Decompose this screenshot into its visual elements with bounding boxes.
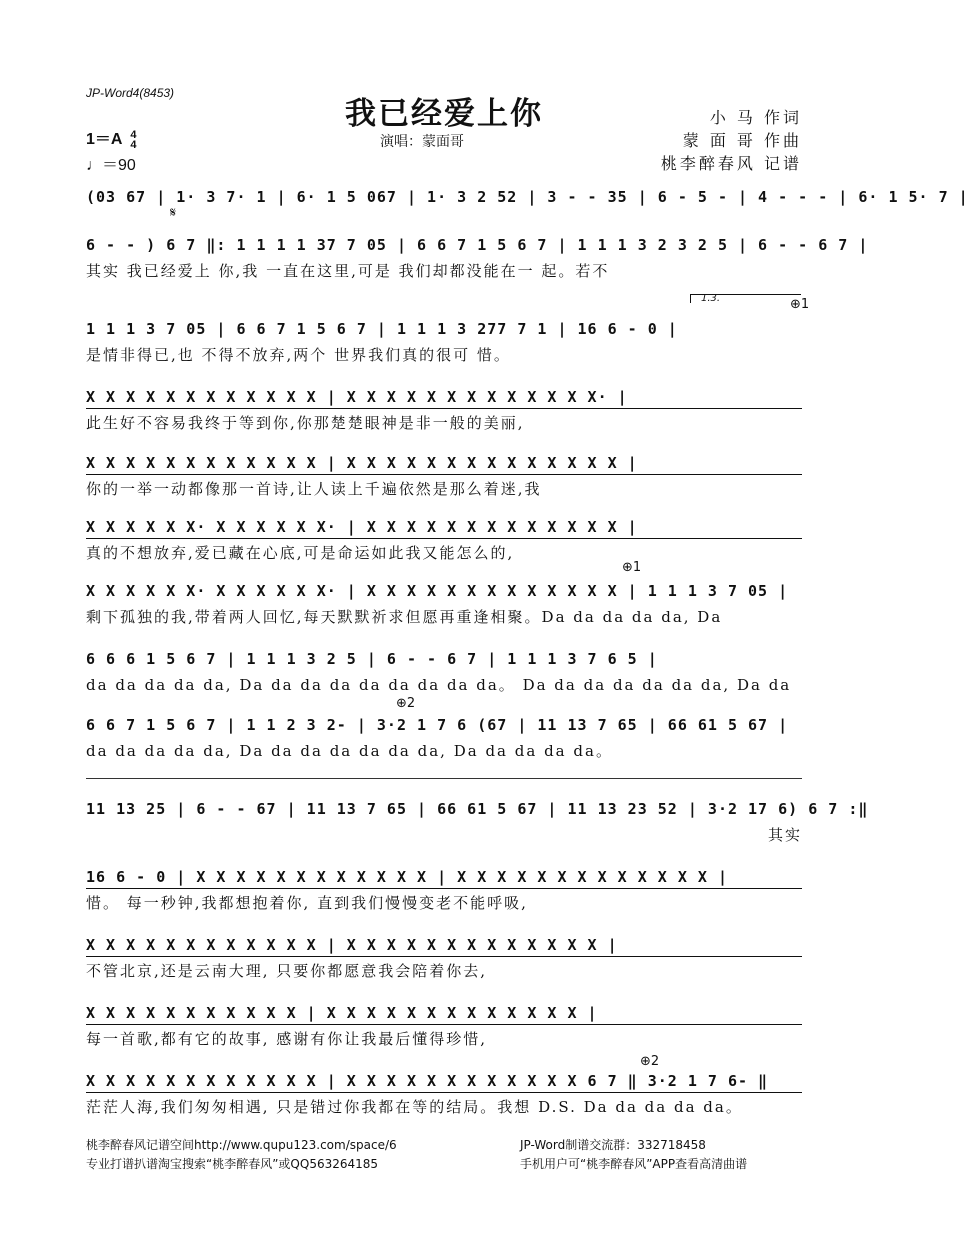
lyric-line: 此生好不容易我终于等到你,你那楚楚眼神是非一般的美丽, (86, 414, 525, 432)
coda1-icon: ⊕1 (790, 297, 810, 312)
volta-bracket (690, 294, 801, 303)
notation-line: 11 13 25 | 6 - - 67 | 11 13 7 65 | 66 61 5 67 | 11 13 23 52 | 3·2 17 6) 6 7 :‖ (86, 800, 869, 818)
song-title: 我已经爱上你 (345, 96, 543, 132)
segno-icon: 𝄋 (170, 205, 177, 221)
notation-line: 16 6 - 0 | X X X X X X X X X X X X | X X X X X X X X X X X X X | (86, 868, 728, 886)
underline (86, 956, 802, 957)
notation-line: (03 67 | 1· 3 7· 1 | 6· 1 5 067 | 1· 3 2 52 | 3 - - 35 | 6 - 5 - | 4 - - - | 6· 1 5· 7 | (86, 188, 969, 206)
lyric-line: 茫茫人海,我们匆匆相遇, 只是错过你我都在等的结局。我想 D.S. Da da da da da。 (86, 1098, 743, 1116)
underline (86, 1092, 802, 1093)
underline (86, 888, 802, 889)
underline (86, 408, 802, 409)
notation-line: X X X X X X X X X X X X | X X X X X X X X X X X X X X | (86, 454, 638, 472)
footer-app: 手机用户可“桃李醉春风”APP查看高清曲谱 (520, 1157, 748, 1171)
underline (86, 474, 802, 475)
time-bottom: 4 (130, 138, 137, 151)
notation-line: X X X X X X X X X X X X | X X X X X X X X X X X X X | (86, 936, 618, 954)
credits (661, 106, 802, 175)
transcriber-credit: 桃李醉春风 记谱 (660, 154, 802, 173)
time-top: 4 (130, 128, 137, 141)
underline (86, 1024, 802, 1025)
lyricist-credit: 小 马 作词 (709, 108, 802, 127)
notation-line: 6 - - ) 6 7 ‖: 1 1 1 1 37 7 05 | 6 6 7 1 5 6 7 | 1 1 1 3 2 3 2 5 | 6 - - 6 7 | (86, 236, 869, 254)
coda1-mark: ⊕1 (622, 560, 642, 575)
lyric-line: 其实 我已经爱上 你,我 一直在这里,可是 我们却都没能在一 起。若不 (86, 262, 610, 280)
lyric-line: da da da da da, Da da da da da da da, Da da da da da。 (86, 742, 613, 760)
lyric-line: 真的不想放弃,爱已藏在心底,可是命运如此我又能怎么的, (86, 544, 515, 562)
notation-line: 6 6 7 1 5 6 7 | 1 1 2 3 2- | 3·2 1 7 6 (67 | 11 13 7 65 | 66 61 5 67 | (86, 716, 789, 734)
footer-taobao: 专业打谱扒谱淘宝搜索“桃李醉春风”或QQ563264185 (86, 1157, 379, 1171)
lyric-line: da da da da da, Da da da da da da da da da。 Da da da da da da da, Da da (86, 676, 792, 694)
notation-line: X X X X X X X X X X X X | X X X X X X X X X X X X X· | (86, 388, 628, 406)
coda2-mark: ⊕2 (640, 1054, 660, 1069)
source-label: JP-Word4(8453) (86, 86, 175, 100)
footer-group: JP-Word制谱交流群：332718458 (520, 1138, 706, 1152)
volta-label: 1.3. (701, 293, 721, 304)
underline (86, 538, 802, 539)
singer-label: 演唱：蒙面哥 (380, 134, 464, 150)
notation-line: 1 1 1 3 7 05 | 6 6 7 1 5 6 7 | 1 1 1 3 277 7 1 | 16 6 - 0 | (86, 320, 678, 338)
tempo-marking: ♩＝90 (86, 157, 136, 174)
coda2-icon: ⊕2 (396, 696, 416, 711)
lyric-line: 是情非得已,也 不得不放弃,两个 世界我们真的很可 惜。 (86, 346, 511, 364)
key-label: 1＝A (86, 131, 122, 148)
lyric-line: 其实 (767, 826, 802, 844)
lyric-line: 惜。 每一秒钟,我都想抱着你, 直到我们慢慢变老不能呼吸, (86, 894, 528, 912)
time-signature (130, 130, 136, 150)
notation-line: X X X X X X X X X X X | X X X X X X X X X X X X X | (86, 1004, 598, 1022)
notation-line: 6 6 6 1 5 6 7 | 1 1 1 3 2 5 | 6 - - 6 7 | 1 1 1 3 7 6 5 | (86, 650, 658, 668)
notation-line: X X X X X X· X X X X X X· | X X X X X X X X X X X X X | (86, 518, 638, 536)
lyric-line: 剩下孤独的我,带着两人回忆,每天默默祈求但愿再重逢相聚。Da da da da da, Da (86, 608, 723, 626)
composer-credit: 蒙 面 哥 作曲 (682, 131, 802, 150)
section-divider (86, 778, 802, 779)
lyric-line: 你的一举一动都像那一首诗,让人读上千遍依然是那么着迷,我 (86, 480, 542, 498)
notation-line: X X X X X X X X X X X X | X X X X X X X X X X X X 6 7 ‖ 3·2 1 7 6- ‖ (86, 1072, 769, 1090)
lyric-line: 每一首歌,都有它的故事, 感谢有你让我最后懂得珍惜, (86, 1030, 488, 1048)
key-signature (86, 126, 136, 150)
notation-line: X X X X X X· X X X X X X· | X X X X X X X X X X X X X | 1 1 1 3 7 05 | (86, 582, 789, 600)
footer-website: 桃李醉春风记谱空间http://www.qupu123.com/space/6 (86, 1138, 397, 1152)
lyric-line: 不管北京,还是云南大理, 只要你都愿意我会陪着你去, (86, 962, 488, 980)
